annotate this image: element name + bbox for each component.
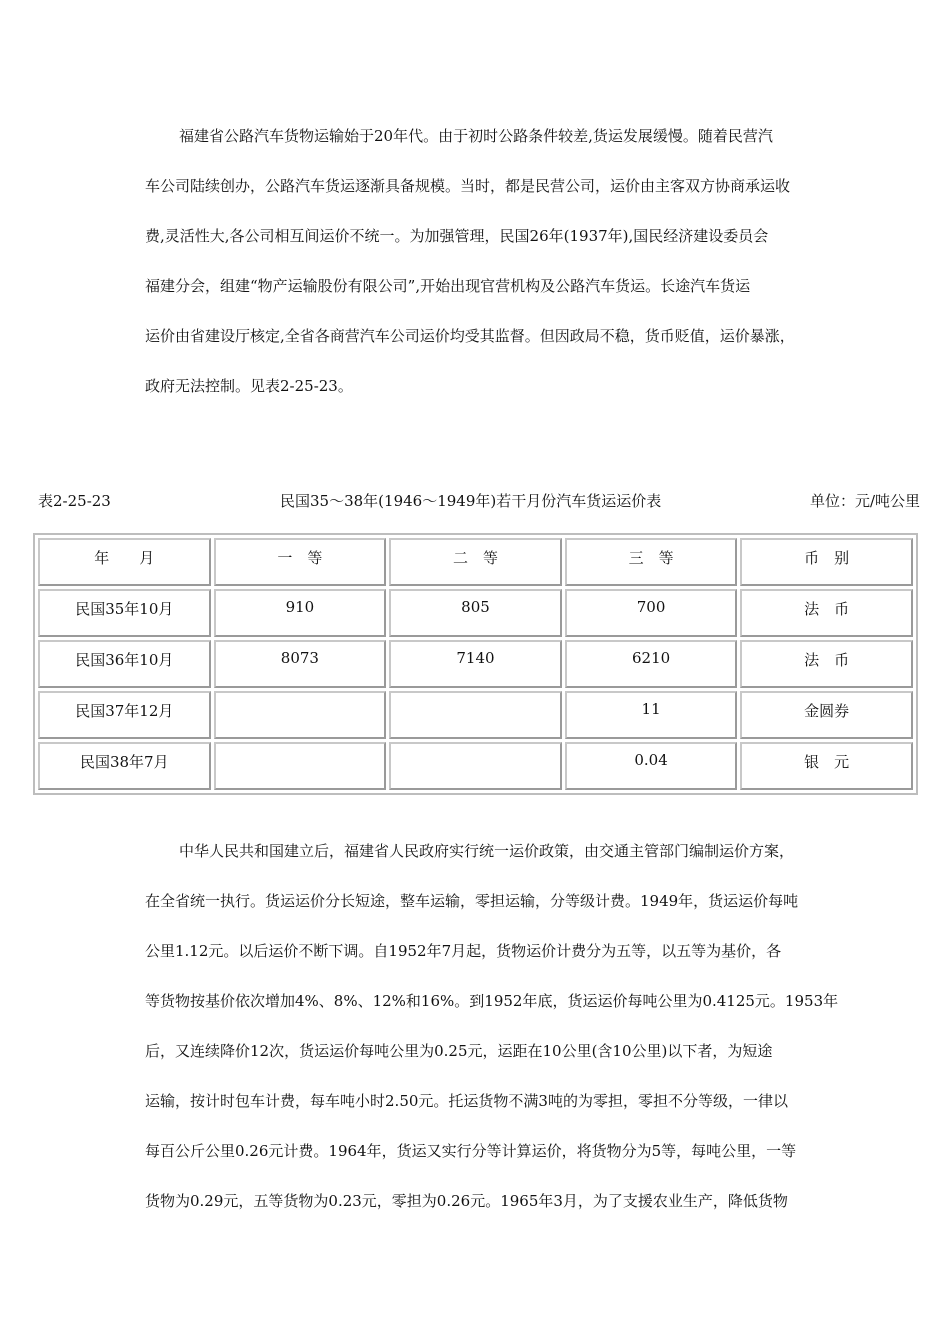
text-line: 运输，按计时包车计费，每车吨小时2.50元。托运货物不满3吨的为零担，零担不分等级，一律以 (145, 1092, 788, 1110)
table-cell: 910 (214, 589, 387, 637)
text-line: 中华人民共和国建立后，福建省人民政府实行统一运价政策，由交通主管部门编制运价方案， (179, 842, 795, 860)
text-line: 货物为0.29元，五等货物为0.23元，零担为0.26元。1965年3月，为了支援农业生产，降低货物 (145, 1192, 788, 1210)
table-cell: 7140 (389, 640, 562, 688)
text-line: 费,灵活性大,各公司相互间运价不统一。为加强管理，民国26年(1937年),国民经济建设委员会 (145, 227, 769, 245)
text-line: 在全省统一执行。货运运价分长短途，整车运输，零担运输，分等级计费。1949年，货运运价每吨 (145, 892, 799, 910)
text-line: 车公司陆续创办，公路汽车货运逐渐具备规模。当时，都是民营公司，运价由主客双方协商承运收 (145, 177, 791, 195)
text-line: 政府无法控制。见表2-25-23。 (145, 377, 353, 395)
table-cell: 民国37年12月 (38, 691, 211, 739)
header-cell-year-month: 年 月 (38, 538, 211, 586)
table-header-row (38, 538, 913, 586)
table-cell: 银 元 (740, 742, 913, 790)
text-line: 公里1.12元。以后运价不断下调。自1952年7月起，货物运价计费分为五等，以五等为基价，各 (145, 942, 782, 960)
table-unit: 单位：元/吨公里 (810, 492, 921, 510)
table-row (38, 589, 913, 637)
table-cell: 6210 (565, 640, 738, 688)
table-row (38, 691, 913, 739)
text-line: 福建省公路汽车货物运输始于20年代。由于初时公路条件较差,货运发展缓慢。随着民营汽 (179, 127, 773, 145)
table-cell: 法 币 (740, 589, 913, 637)
text-line: 等货物按基价依次增加4%、8%、12%和16%。到1952年底，货运运价每吨公里为0.4125元。1953年 (145, 992, 839, 1010)
freight-rate-table (33, 533, 918, 795)
header-cell-currency: 币 别 (740, 538, 913, 586)
table-cell: 法 币 (740, 640, 913, 688)
table-row (38, 742, 913, 790)
text-line: 每百公斤公里0.26元计费。1964年，货运又实行分等计算运价，将货物分为5等，每吨公里，一等 (145, 1142, 797, 1160)
table-number: 表2-25-23 (38, 492, 111, 510)
table-cell: 民国36年10月 (38, 640, 211, 688)
text-line: 运价由省建设厅核定,全省各商营汽车公司运价均受其监督。但因政局不稳，货币贬值，运价暴涨， (145, 327, 795, 345)
table-cell: 11 (565, 691, 738, 739)
table-cell: 民国38年7月 (38, 742, 211, 790)
post-1949-paragraph (145, 826, 839, 1226)
header-cell-third-class: 三 等 (565, 538, 738, 586)
table-cell (214, 691, 387, 739)
text-line: 后，又连续降价12次，货运运价每吨公里为0.25元，运距在10公里(含10公里)以下者，为短途 (145, 1042, 773, 1060)
table-cell (389, 691, 562, 739)
table-row (38, 640, 913, 688)
header-cell-second-class: 二 等 (389, 538, 562, 586)
table-cell: 8073 (214, 640, 387, 688)
table-title: 民国35～38年(1946～1949年)若干月份汽车货运运价表 (280, 492, 662, 510)
table-cell (389, 742, 562, 790)
table-cell (214, 742, 387, 790)
table-cell: 0.04 (565, 742, 738, 790)
header-cell-first-class: 一 等 (214, 538, 387, 586)
table-cell: 民国35年10月 (38, 589, 211, 637)
text-line: 福建分会，组建“物产运输股份有限公司”,开始出现官营机构及公路汽车货运。长途汽车货运 (145, 277, 751, 295)
table-cell: 金圆券 (740, 691, 913, 739)
table-cell: 805 (389, 589, 562, 637)
intro-paragraph (145, 111, 825, 411)
table-cell: 700 (565, 589, 738, 637)
